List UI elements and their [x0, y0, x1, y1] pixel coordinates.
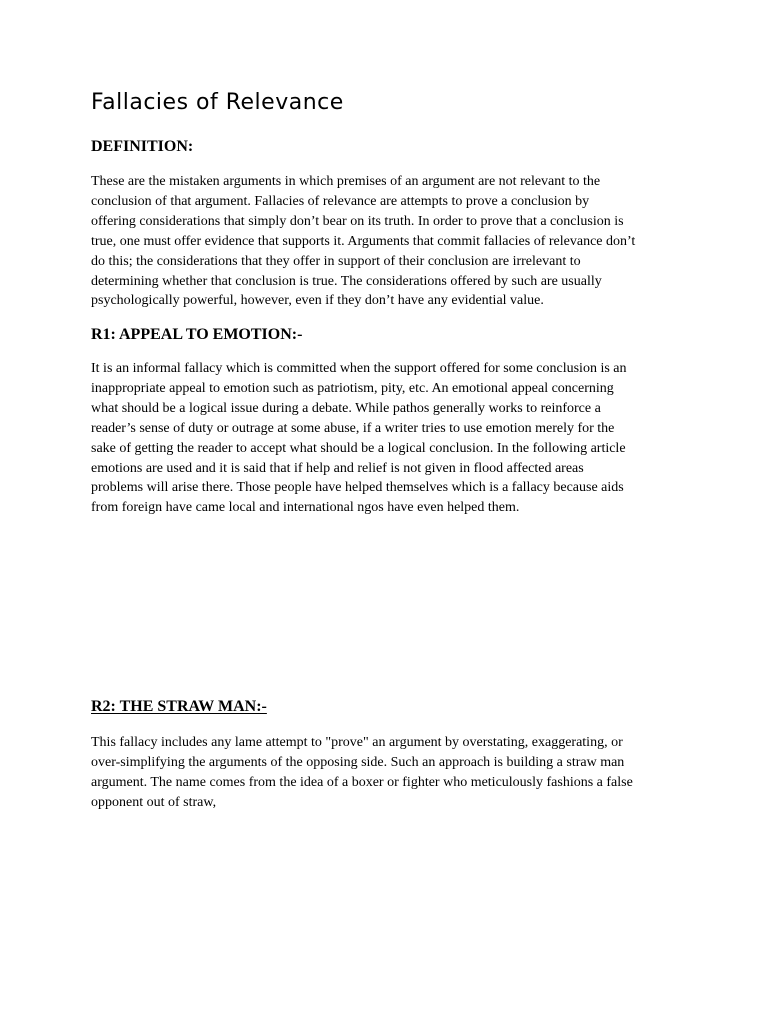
paragraph-line: psychologically powerful, however, even if they don’t have any evidential value. — [91, 293, 544, 309]
paragraph-line: This fallacy includes any lame attempt to "prove" an argument by overstating, exaggerating, or — [91, 735, 623, 750]
definition-paragraph — [91, 172, 681, 311]
paragraph-line: sake of getting the reader to accept what should be a logical conclusion. In the following article — [91, 440, 626, 456]
paragraph-line: reader’s sense of duty or outrage at some abuse, if a writer tries to use emotion merely for the — [91, 420, 615, 436]
paragraph-line: inappropriate appeal to emotion such as patriotism, pity, etc. An emotional appeal concerning — [91, 380, 614, 396]
paragraph-line: what should be a logical issue during a debate. While pathos generally works to reinforce a — [91, 400, 601, 416]
paragraph-line: opponent out of straw, — [91, 794, 217, 810]
straw-man-paragraph — [91, 733, 681, 813]
paragraph-line: It is an informal fallacy which is committed when the support offered for some conclusion is an — [91, 361, 627, 376]
paragraph-line: problems will arise there. Those people have helped themselves which is a fallacy because aids — [91, 480, 624, 496]
paragraph-line: from foreign have came local and international ngos have even helped them. — [91, 500, 520, 516]
paragraph-line: argument. The name comes from the idea of a boxer or fighter who meticulously fashions a false — [91, 774, 633, 790]
document-title: Fallacies of Relevance — [91, 90, 344, 115]
paragraph-line: These are the mistaken arguments in which premises of an argument are not relevant to the — [91, 174, 601, 189]
definition-heading: DEFINITION: — [91, 138, 194, 155]
paragraph-line: emotions are used and it is said that if help and relief is not given in flood affected areas — [91, 460, 584, 476]
paragraph-line: determining whether that conclusion is true. The considerations offered by such are usually — [91, 273, 602, 289]
paragraph-line: true, one must offer evidence that supports it. Arguments that commit fallacies of relevance don’t — [91, 233, 636, 249]
appeal-to-emotion-paragraph — [91, 359, 681, 518]
paragraph-line: offering considerations that simply don’t bear on its truth. In order to prove that a conclusion is — [91, 213, 624, 229]
appeal-to-emotion-heading: R1: APPEAL TO EMOTION:- — [91, 326, 303, 343]
paragraph-line: conclusion of that argument. Fallacies of relevance are attempts to prove a conclusion by — [91, 193, 590, 209]
paragraph-line: over-simplifying the arguments of the opposing side. Such an approach is building a straw man — [91, 754, 625, 770]
paragraph-line: do this; the considerations that they offer in support of their conclusion are irrelevant to — [91, 253, 581, 269]
straw-man-heading: R2: THE STRAW MAN:- — [91, 698, 267, 715]
